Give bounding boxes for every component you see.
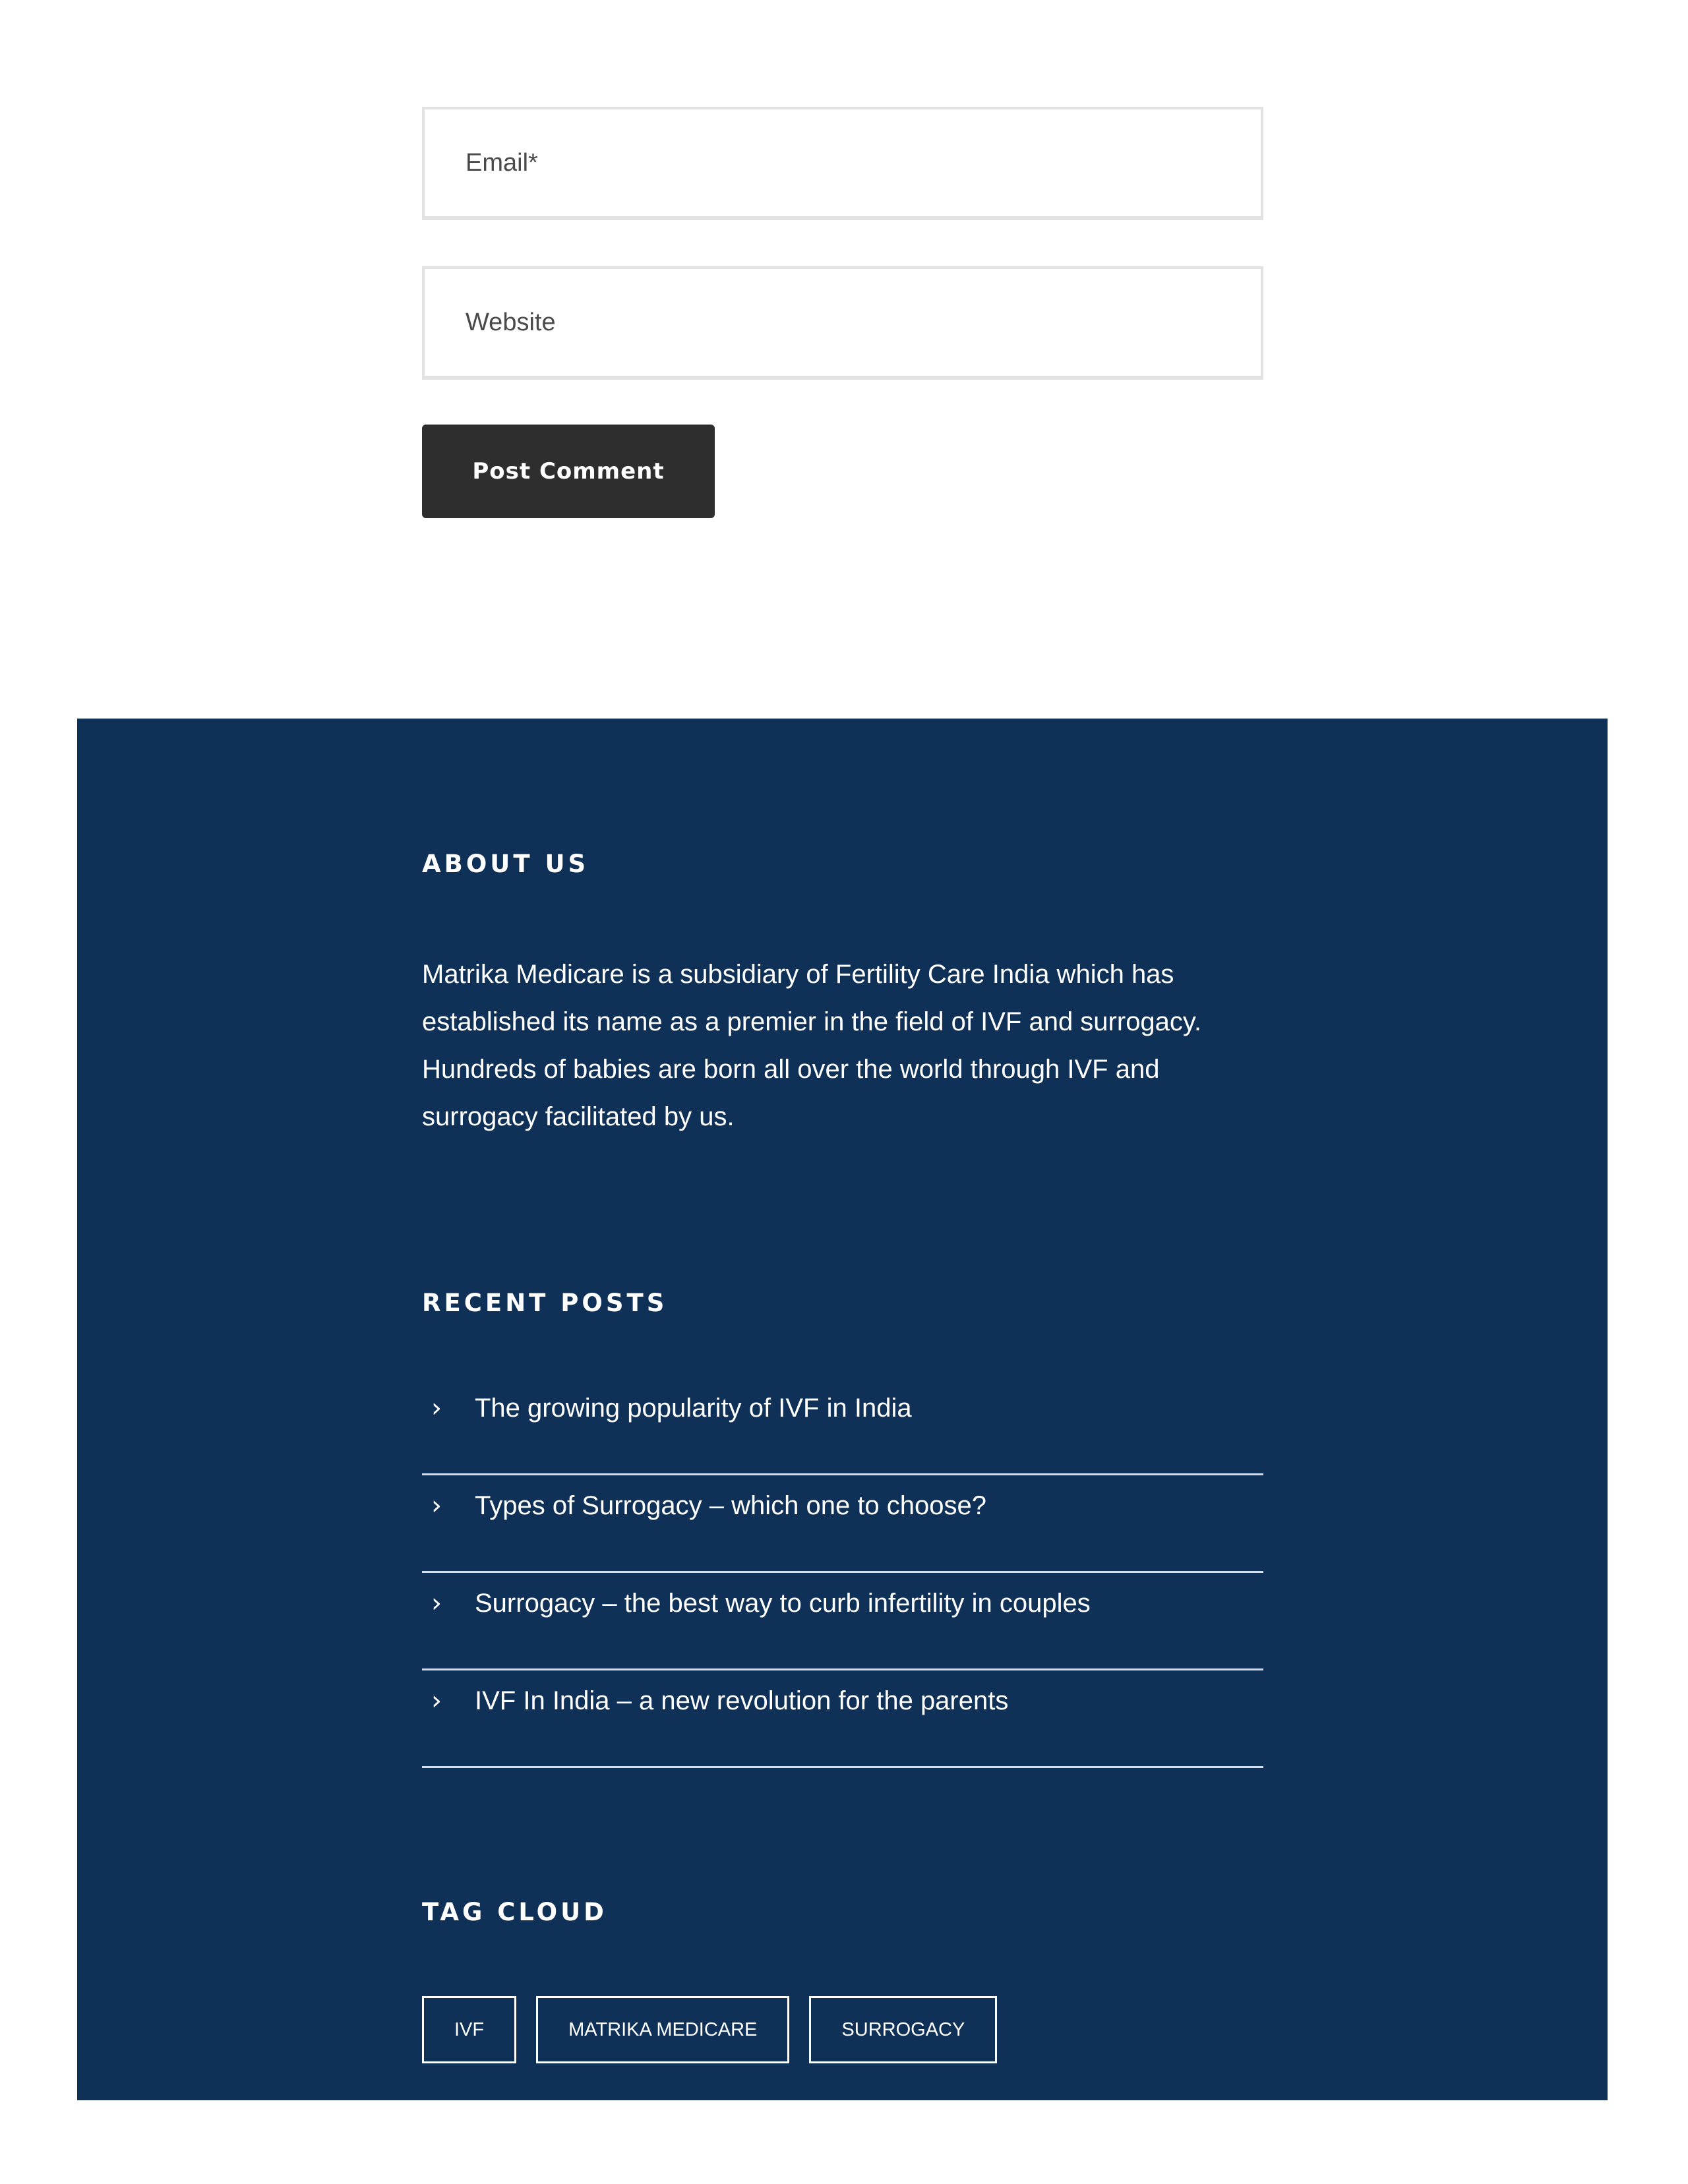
recent-post-link[interactable]: IVF In India – a new revolution for the parents — [475, 1686, 1009, 1715]
recent-post-link[interactable]: Types of Surrogacy – which one to choose? — [475, 1491, 987, 1520]
recent-post-link[interactable]: Surrogacy – the best way to curb infertility in couples — [475, 1589, 1091, 1618]
tag-surrogacy[interactable]: SURROGACY — [809, 1996, 997, 2063]
about-us-text: Matrika Medicare is a subsidiary of Fertility Care India which has established its name as a premier in the field of IVF and surrogacy. Hundreds of babies are born all over the world through IVF and surrogacy facilitated by us. — [422, 960, 1202, 1131]
recent-post-item — [422, 1670, 1263, 1768]
chevron-right-icon: › — [431, 1393, 442, 1423]
website-field[interactable] — [422, 266, 1263, 380]
tag-ivf[interactable]: IVF — [422, 1996, 516, 2063]
recent-post-link[interactable]: The growing popularity of IVF in India — [475, 1394, 912, 1423]
post-comment-button[interactable]: Post Comment — [422, 425, 715, 518]
footer — [77, 719, 1608, 2100]
tag-cloud — [422, 1996, 997, 2063]
recent-post-item — [422, 1573, 1263, 1670]
recent-post-item — [422, 1378, 1263, 1475]
about-us-title: ABOUT US — [422, 850, 589, 878]
tag-cloud-title: TAG CLOUD — [422, 1898, 607, 1926]
chevron-right-icon: › — [431, 1588, 442, 1618]
recent-posts-list — [422, 1378, 1263, 1768]
recent-posts-title: RECENT POSTS — [422, 1289, 668, 1317]
chevron-right-icon: › — [431, 1490, 442, 1521]
tag-matrika-medicare[interactable]: MATRIKA MEDICARE — [536, 1996, 789, 2063]
chevron-right-icon: › — [431, 1686, 442, 1716]
email-field[interactable] — [422, 107, 1263, 220]
recent-post-item — [422, 1475, 1263, 1573]
